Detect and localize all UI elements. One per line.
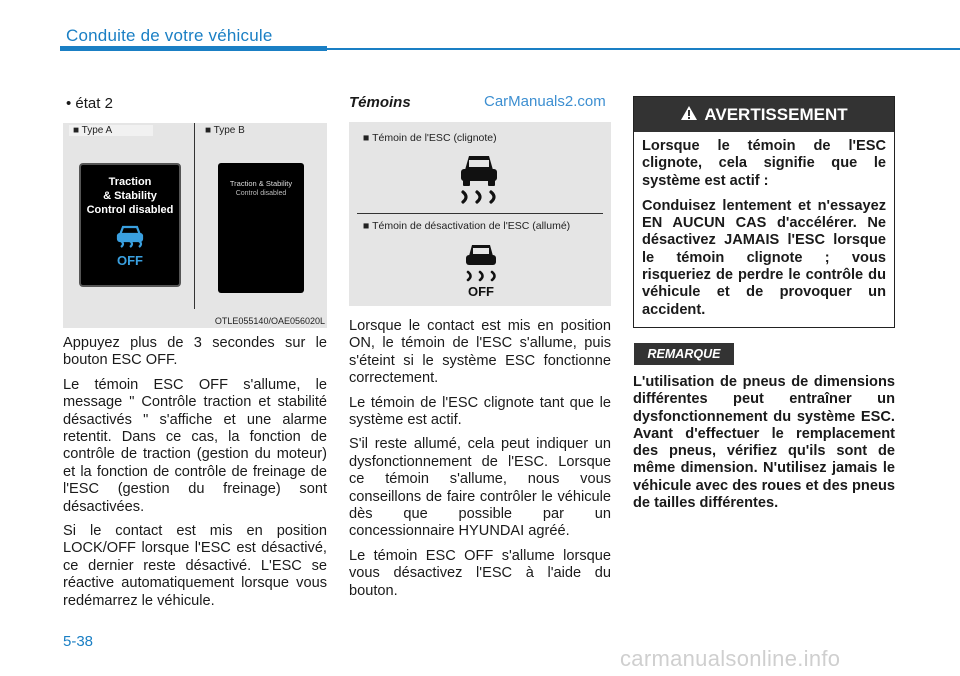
panel-a-line: & Stability [103, 190, 157, 202]
header-rule-accent [60, 46, 327, 51]
state-label: • état 2 [66, 95, 113, 112]
paragraph: Si le contact est mis en position LOCK/OFF lorsque l'ESC est désactivé, ce dernier reste désactivé. L'ESC se réactive automatiquement lorsque vous redémarrez le véhicule. [63, 523, 327, 609]
esc-off-indicator-caption: ■ Témoin de désactivation de l'ESC (allumé) [363, 220, 571, 232]
indicator-figure [349, 122, 611, 306]
panel-a-line: Traction [108, 176, 152, 188]
warning-text [642, 138, 886, 327]
type-b-label: ■ Type B [205, 125, 245, 136]
panel-b-line1: Traction & Stability [229, 179, 293, 188]
paragraph: Lorsque le contact est mis en position ON, le témoin de l'ESC s'allume, puis s'éteint si le système ESC fonctionne correctement. [349, 318, 611, 387]
panel-b-line2: Control disabled [235, 190, 287, 197]
esc-indicator-icon [453, 150, 505, 206]
warning-paragraph: Conduisez lentement et n'essayez EN AUCUN CAS d'accélérer. Ne désactivez JAMAIS l'ESC lorsque le témoin clignote ; vous risqueriez de perdre le contrôle du véhicule et de provoquer un accident. [642, 197, 886, 318]
type-a-label: ■ Type A [69, 125, 153, 136]
panel-a-off-text: OFF [117, 253, 143, 267]
off-label: OFF [468, 284, 494, 298]
paragraph: Appuyez plus de 3 secondes sur le bouton ESC OFF. [63, 335, 327, 369]
cluster-display-type-b [218, 163, 304, 293]
warning-title: AVERTISSEMENT [704, 105, 848, 124]
footer-watermark: carmanualsonline.info [620, 646, 841, 671]
figure-divider [194, 123, 195, 309]
panel-a-line: Control disabled [86, 204, 174, 216]
esc-indicator-caption: ■ Témoin de l'ESC (clignote) [363, 132, 497, 144]
figure-separator [357, 213, 603, 214]
remark-badge: REMARQUE [634, 343, 734, 365]
warning-box [633, 96, 895, 328]
paragraph: S'il reste allumé, cela peut indiquer un dysfonctionnement de l'ESC. Lorsque ce témoin s'allume, nous vous conseillons de faire contrôler le véhicule dès que possible par un concessionnaire HYUNDAI agréé. [349, 436, 611, 540]
column2-text [349, 318, 611, 607]
paragraph: Le témoin ESC OFF s'allume, le message " Contrôle traction et stabilité désactivés " s'affiche et une alarme retentit. Dans ce cas, la fonction de contrôle de traction (gestion du moteur) et la fonction de contrôle de freinage de l'ESC (gestion du freinage) sont désactivées. [63, 376, 327, 515]
cluster-display-type-a [79, 163, 181, 287]
esc-off-icon [108, 221, 152, 267]
esc-off-indicator-icon [459, 240, 503, 298]
page-number: 5-38 [63, 633, 94, 650]
warning-header [634, 97, 894, 132]
header-rule [327, 48, 960, 50]
warning-triangle-icon [680, 98, 698, 133]
column1-text [63, 335, 327, 617]
warning-paragraph: Lorsque le témoin de l'ESC clignote, cela signifie que le système est actif : [642, 138, 886, 189]
watermark: CarManuals2.com [484, 93, 606, 110]
paragraph: Le témoin de l'ESC clignote tant que le système est actif. [349, 394, 611, 429]
section-title: Conduite de votre véhicule [66, 26, 273, 45]
remark-text: L'utilisation de pneus de dimensions différentes peut entraîner un dysfonctionnement du système ESC. Avant d'effectuer le remplacement des pneus, vérifiez qu'ils sont de même dimension. N'utilisez jamais le véhicule avec des roues et des pneus de tailles différentes. [633, 374, 895, 512]
paragraph: Le témoin ESC OFF s'allume lorsque vous désactivez l'ESC à l'aide du bouton. [349, 547, 611, 599]
figure-code: OTLE055140/OAE056020L [214, 316, 325, 326]
subheading-temoins: Témoins [349, 94, 411, 111]
esc-off-display-figure [63, 123, 327, 328]
